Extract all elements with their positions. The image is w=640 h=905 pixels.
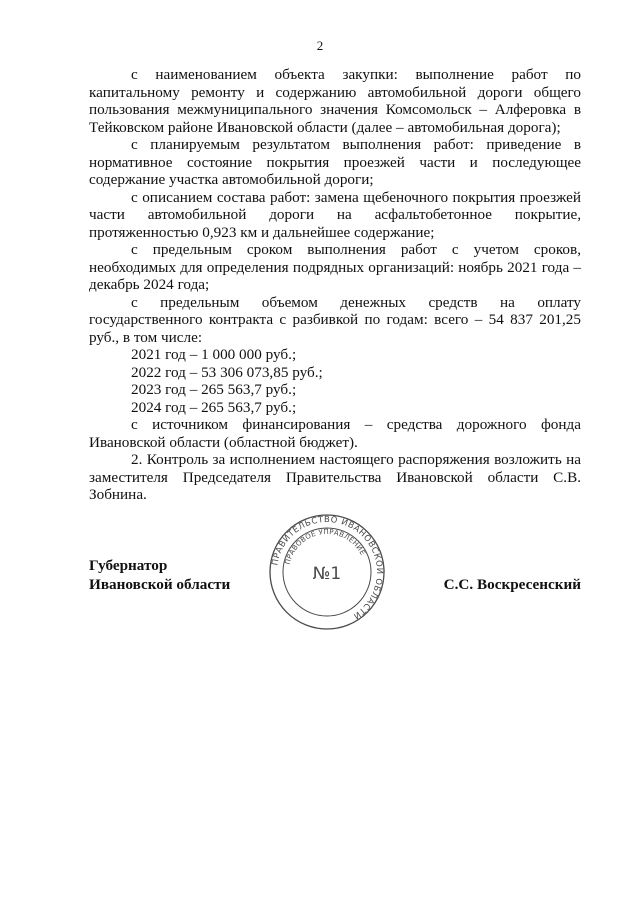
paragraph-planned-result: с планируемым результатом выполнения работ: приведение в нормативное состояние покрытия проезжей части и последующее содержание участка автомобильной дороги; bbox=[89, 136, 581, 188]
page-number: 2 bbox=[316, 38, 324, 53]
paragraph-deadline: с предельным сроком выполнения работ с учетом сроков, необходимых для определения подрядных организаций: ноябрь 2021 года – декабрь 2024 года; bbox=[89, 241, 581, 293]
seal-inner-text: ПРАВОВОЕ УПРАВЛЕНИЕ bbox=[283, 527, 367, 566]
paragraph-procurement-object: с наименованием объекта закупки: выполнение работ по капитальному ремонту и содержанию автомобильной дороги общего пользования межмуниципального значения Комсомольск – Алферовка в Тейковском районе Ивановской области (далее – автомобильная дорога); bbox=[89, 66, 581, 136]
seal-number: №1 bbox=[312, 564, 342, 584]
seal-ring-text: ПРАВИТЕЛЬСТВО ИВАНОВСКОЙ ОБЛАСТИ bbox=[269, 513, 386, 622]
paragraph-funding-limit: с предельным объемом денежных средств на оплату государственного контракта с разбивкой по годам: всего – 54 837 201,25 руб., в том числе: bbox=[89, 293, 581, 346]
amount-2024: 2024 год – 265 563,7 руб.; bbox=[131, 398, 297, 416]
signature-position-line1: Губернатор bbox=[89, 557, 168, 574]
paragraph-work-description: с описанием состава работ: замена щебеночного покрытия проезжей части автомобильной дороги на асфальтобетонное покрытие, протяженностью 0,923 км и дальнейшее содержание; bbox=[89, 188, 581, 241]
amount-2023: 2023 год – 265 563,7 руб.; bbox=[131, 381, 297, 398]
amount-2021: 2021 год – 1 000 000 руб.; bbox=[131, 346, 297, 363]
signature-position bbox=[89, 556, 230, 594]
paragraph-funding-source: с источником финансирования – средства дорожного фонда Ивановской области (областной бюджет). bbox=[89, 416, 581, 451]
amount-2022: 2022 год – 53 306 073,85 руб.; bbox=[131, 363, 323, 381]
official-seal bbox=[268, 513, 386, 631]
signature-name: С.С. Воскресенский bbox=[443, 576, 581, 593]
document-body bbox=[89, 66, 581, 504]
paragraph-control: 2. Контроль за исполнением настоящего распоряжения возложить на заместителя Председателя Правительства Ивановской области С.В. Зобнина. bbox=[89, 451, 581, 503]
signature-position-line2: Ивановской области bbox=[89, 576, 231, 593]
